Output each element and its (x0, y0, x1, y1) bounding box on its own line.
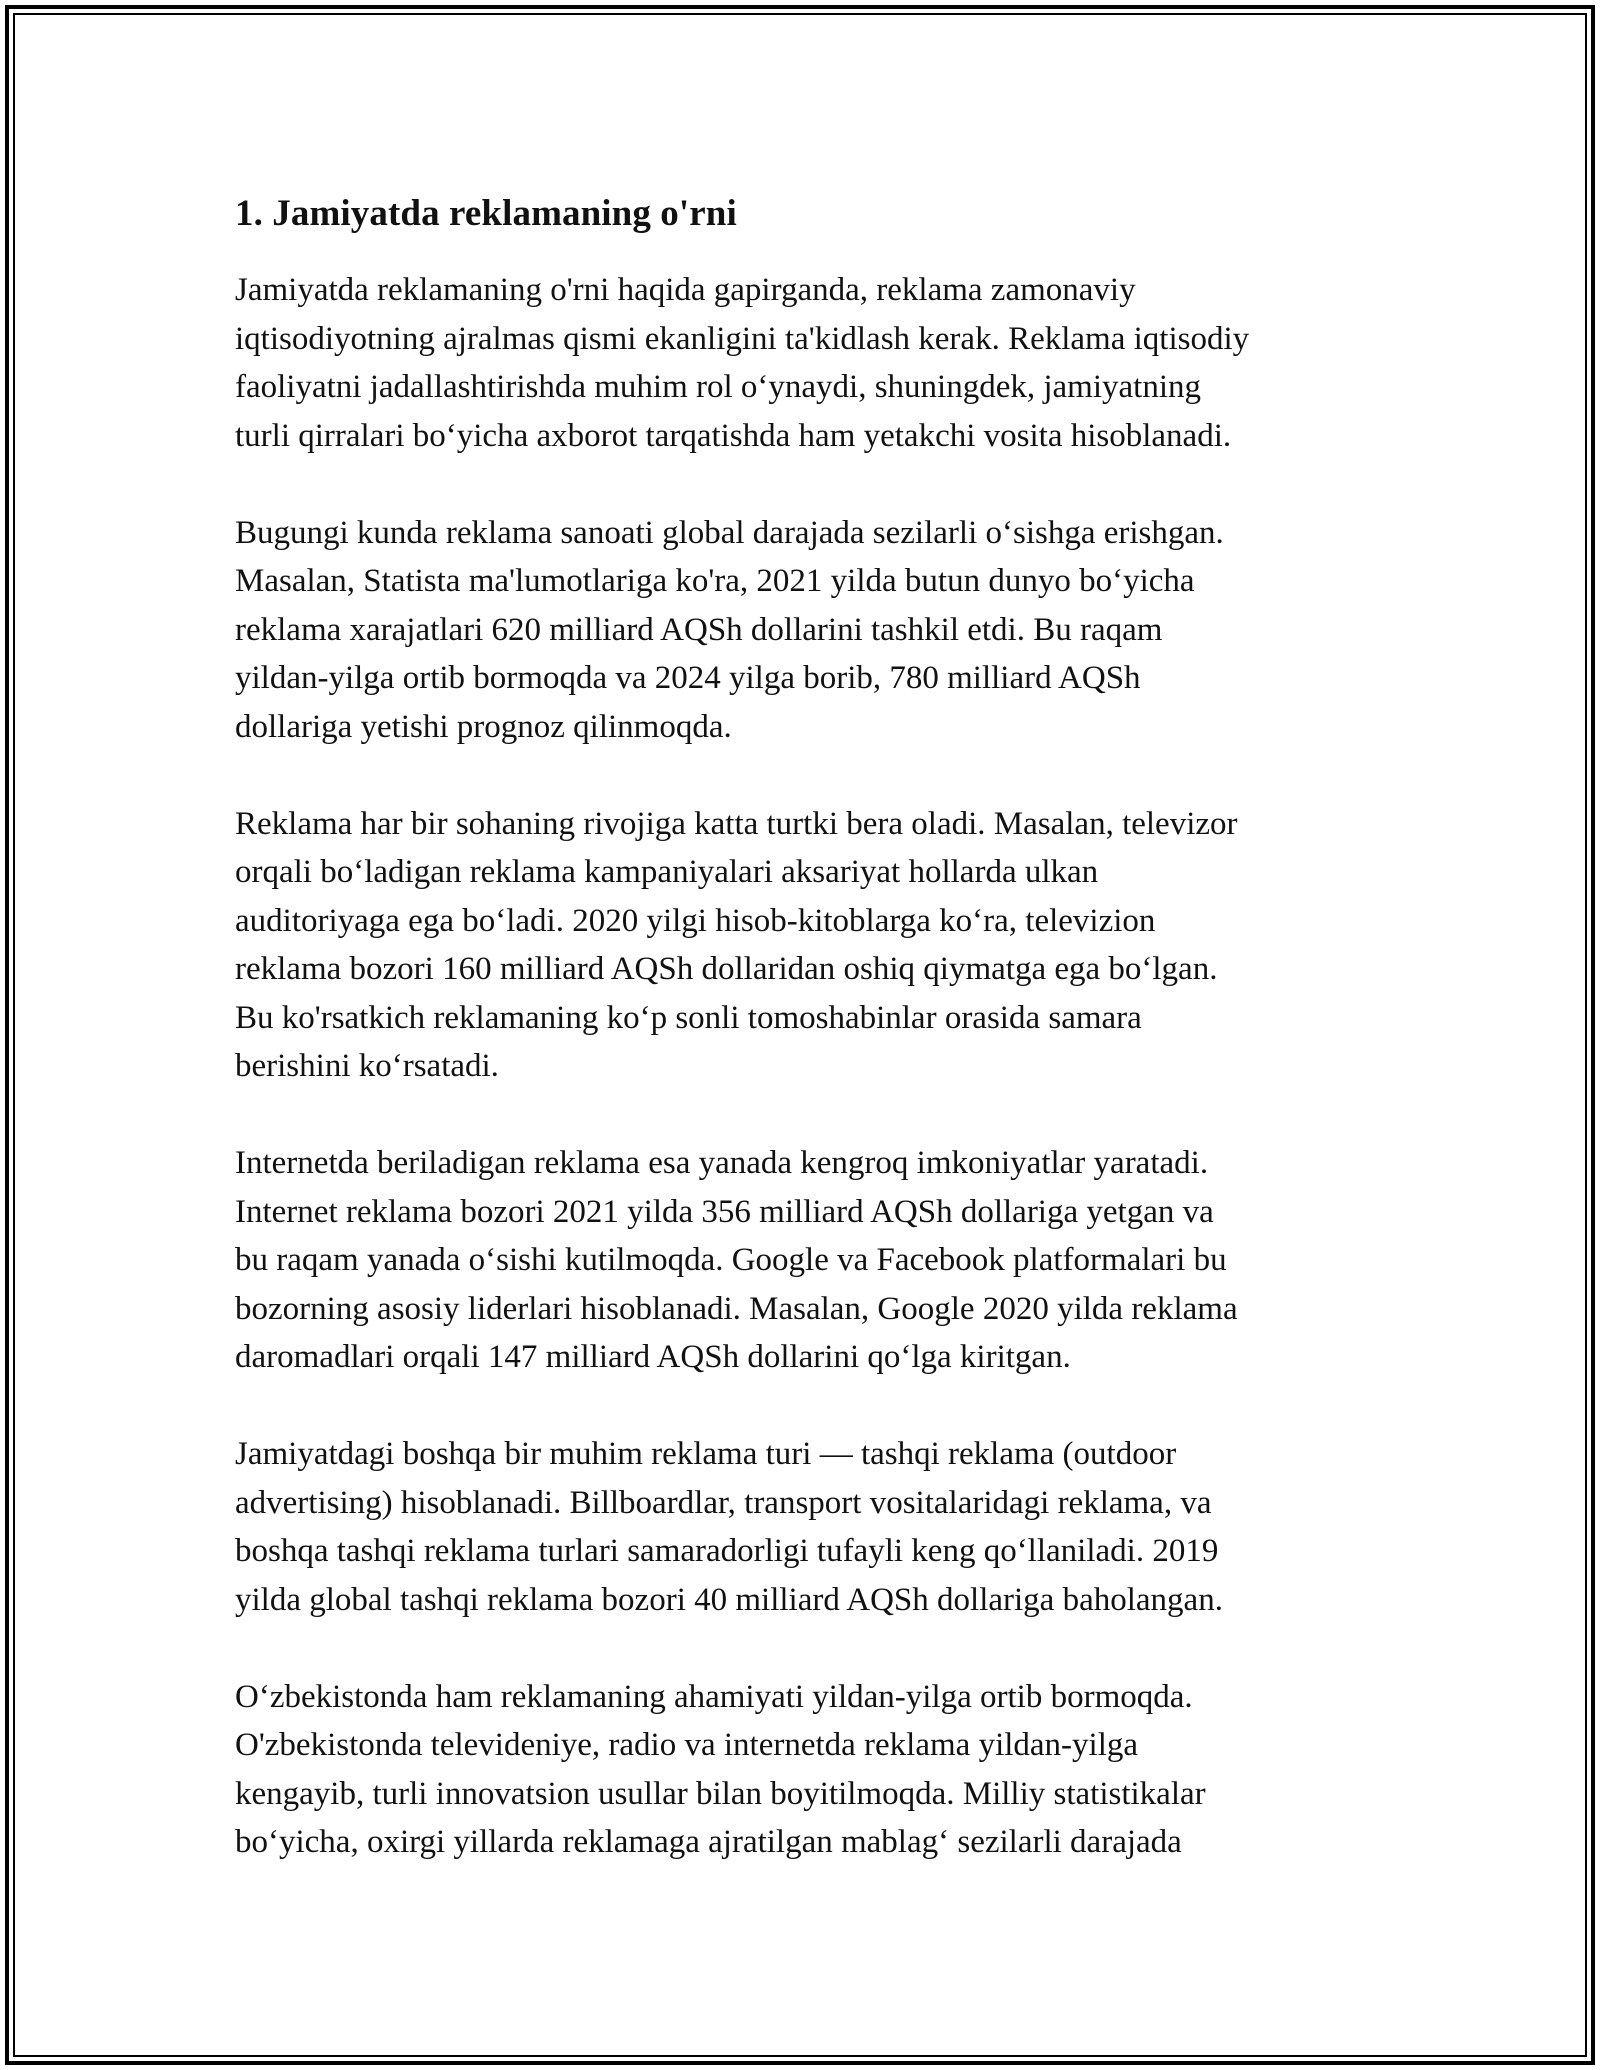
paragraph-5: Jamiyatdagi boshqa bir muhim reklama turi — tashqi reklama (outdoor advertising) hisoblanadi. Billboardlar, transport vositalaridagi reklama, va boshqa tashqi reklama turlari samaradorligi tufayli keng qoʻllaniladi. 2019 yilda global tashqi reklama bozori 40 milliard AQSh dollariga baholangan. (235, 1436, 1223, 1618)
paragraph-4: Internetda beriladigan reklama esa yanada kengroq imkoniyatlar yaratadi. Internet reklama bozori 2021 yilda 356 milliard AQSh dollariga yetgan va bu raqam yanada oʻsishi kutilmoqda. Google va Facebook platformalari bu bozorning asosiy liderlari hisoblanadi. Masalan, Google 2020 yilda reklama daromadlari orqali 147 milliard AQSh dollarini qoʻlga kiritgan. (235, 1145, 1238, 1375)
document-page (235, 188, 1375, 1867)
paragraph-6: Oʻzbekistonda ham reklamaning ahamiyati yildan-yilga ortib bormoqda. O'zbekistonda televideniye, radio va internetda reklama yildan-yilga kengayib, turli innovatsion usullar bilan boyitilmoqda. Milliy statistikalar boʻyicha, oxirgi yillarda reklamaga ajratilgan mablagʻ sezilarli darajada (235, 1678, 1206, 1860)
paragraph-2: Bugungi kunda reklama sanoati global darajada sezilarli oʻsishga erishgan. Masalan, Statista ma'lumotlariga ko'ra, 2021 yilda butun dunyo boʻyicha reklama xarajatlari 620 milliard AQSh dollarini tashkil etdi. Bu raqam yildan-yilga ortib bormoqda va 2024 yilga borib, 780 milliard AQSh dollariga yetishi prognoz qilinmoqda. (235, 514, 1224, 745)
paragraph-3: Reklama har bir sohaning rivojiga katta turtki bera oladi. Masalan, televizor orqali boʻladigan reklama kampaniyalari aksariyat hollarda ulkan auditoriyaga ega boʻladi. 2020 yilgi hisob-kitoblarga koʻra, televizion reklama bozori 160 milliard AQSh dollaridan oshiq qiymatga ega boʻlgan. Bu ko'rsatkich reklamaning koʻp sonli tomoshabinlar orasida samara berishini koʻrsatadi. (235, 805, 1238, 1084)
paragraph-1: Jamiyatda reklamaning o'rni haqida gapirganda, reklama zamonaviy iqtisodiyotning ajralmas qismi ekanligini ta'kidlash kerak. Reklama iqtisodiy faoliyatni jadallashtirishda muhim rol oʻynaydi, shuningdek, jamiyatning turli qirralari boʻyicha axborot tarqatishda ham yetakchi vosita hisoblanadi. (235, 272, 1250, 454)
section-heading: 1. Jamiyatda reklamaning o'rni (235, 193, 737, 234)
